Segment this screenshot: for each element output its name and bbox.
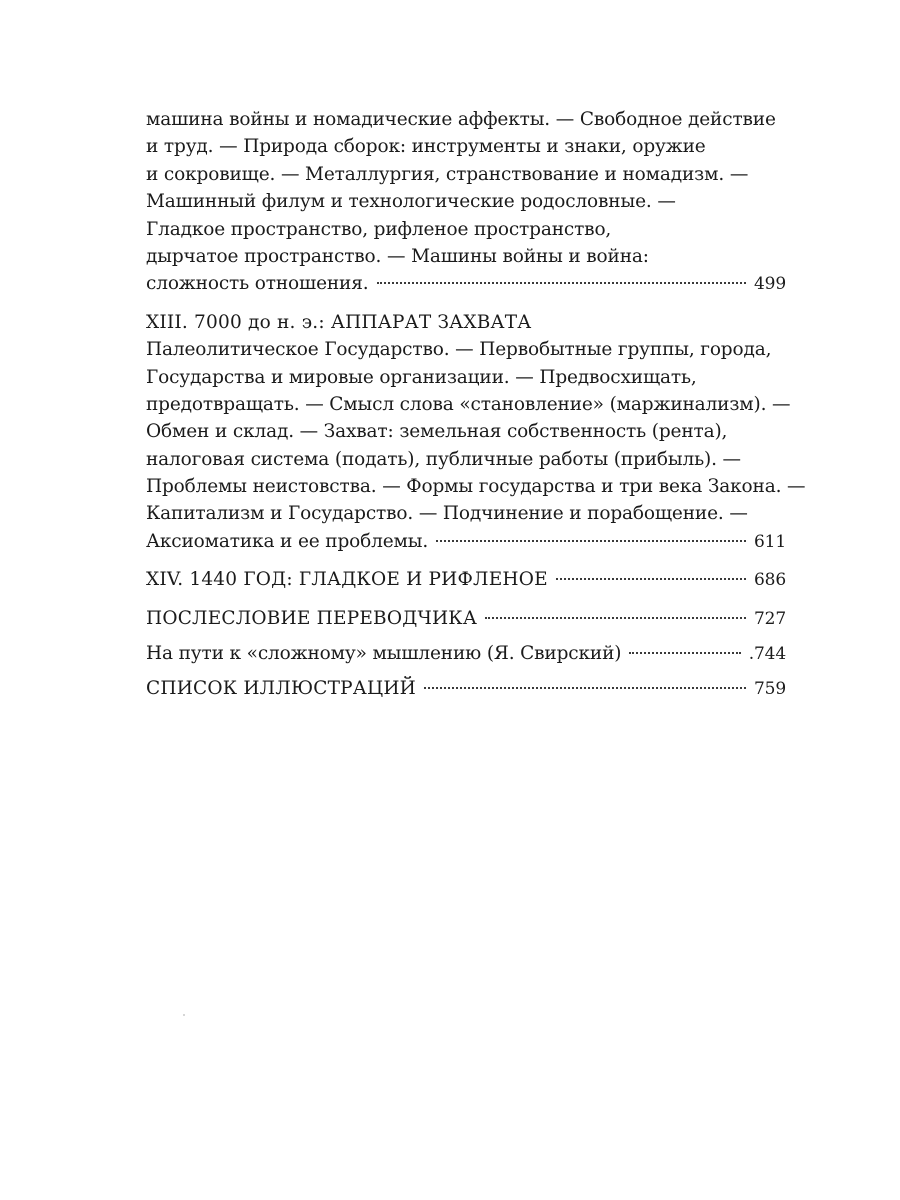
toc-text-line: дырчатое пространство. — Машины войны и война: bbox=[146, 245, 649, 267]
toc-row-illustrations bbox=[146, 675, 786, 702]
toc-text-line: налоговая система (подать), публичные работы (прибыль). — bbox=[146, 448, 741, 470]
toc-text-line: Обмен и склад. — Захват: земельная собственность (рента), bbox=[146, 421, 728, 443]
toc-text-line: машина войны и номадические аффекты. — Свободное действие bbox=[146, 109, 776, 130]
toc-row-chapter-13-end bbox=[146, 528, 786, 555]
dot-leader bbox=[556, 578, 746, 580]
dot-leader bbox=[485, 617, 746, 619]
toc-text-line: и сокровище. — Металлургия, странствование и номадизм. — bbox=[146, 163, 749, 185]
page-number: 686 bbox=[754, 570, 786, 591]
toc-text-line: Аксиоматика и ее проблемы. bbox=[146, 530, 429, 552]
page-number: 759 bbox=[754, 679, 786, 700]
chapter-heading: XIV. 1440 ГОД: ГЛАДКОЕ И РИФЛЕНОЕ bbox=[146, 569, 548, 591]
toc-text-line: Капитализм и Государство. — Подчинение и порабощение. — bbox=[146, 503, 748, 525]
dot-leader bbox=[424, 687, 746, 689]
toc-row-afterword bbox=[146, 605, 786, 632]
chapter-13-entry bbox=[146, 309, 806, 556]
toc-text-line: и труд. — Природа сборок: инструменты и знаки, оружие bbox=[146, 136, 706, 158]
page-number: 499 bbox=[754, 274, 786, 295]
page-number: .744 bbox=[748, 644, 786, 665]
toc-text-line: предотвращать. — Смысл слова «становление» (маржинализм). — bbox=[146, 393, 791, 415]
dot-leader bbox=[629, 652, 740, 654]
toc-text-line: Палеолитическое Государство. — Первобытные группы, города, bbox=[146, 339, 772, 361]
page-number: 611 bbox=[754, 531, 786, 552]
page-number: 727 bbox=[754, 608, 786, 629]
toc-row-essay bbox=[146, 640, 786, 667]
chapter-heading: XIII. 7000 до н. э.: АППАРАТ ЗАХВАТА bbox=[146, 311, 532, 333]
toc-text-line: Государства и мировые организации. — Предвосхищать, bbox=[146, 366, 697, 388]
dot-leader bbox=[377, 282, 747, 284]
paper-speck bbox=[183, 1014, 185, 1016]
dot-leader bbox=[436, 540, 746, 542]
toc-text-line: сложность отношения. bbox=[146, 273, 369, 295]
toc-text-line: Проблемы неистовства. — Формы государства и три века Закона. — bbox=[146, 476, 806, 498]
section-heading: На пути к «сложному» мышлению (Я. Свирский) bbox=[146, 643, 622, 665]
chapter-12-entry bbox=[146, 106, 786, 298]
table-of-contents bbox=[146, 106, 806, 703]
section-heading: ПОСЛЕСЛОВИЕ ПЕРЕВОДЧИКА bbox=[146, 607, 478, 629]
toc-row-chapter-14 bbox=[146, 566, 786, 593]
toc-text-line: Гладкое пространство, рифленое пространство, bbox=[146, 218, 612, 240]
toc-row-chapter-12-end bbox=[146, 270, 786, 297]
section-heading: СПИСОК ИЛЛЮСТРАЦИЙ bbox=[146, 678, 416, 700]
toc-text-line: Машинный филум и технологические родословные. — bbox=[146, 191, 676, 213]
